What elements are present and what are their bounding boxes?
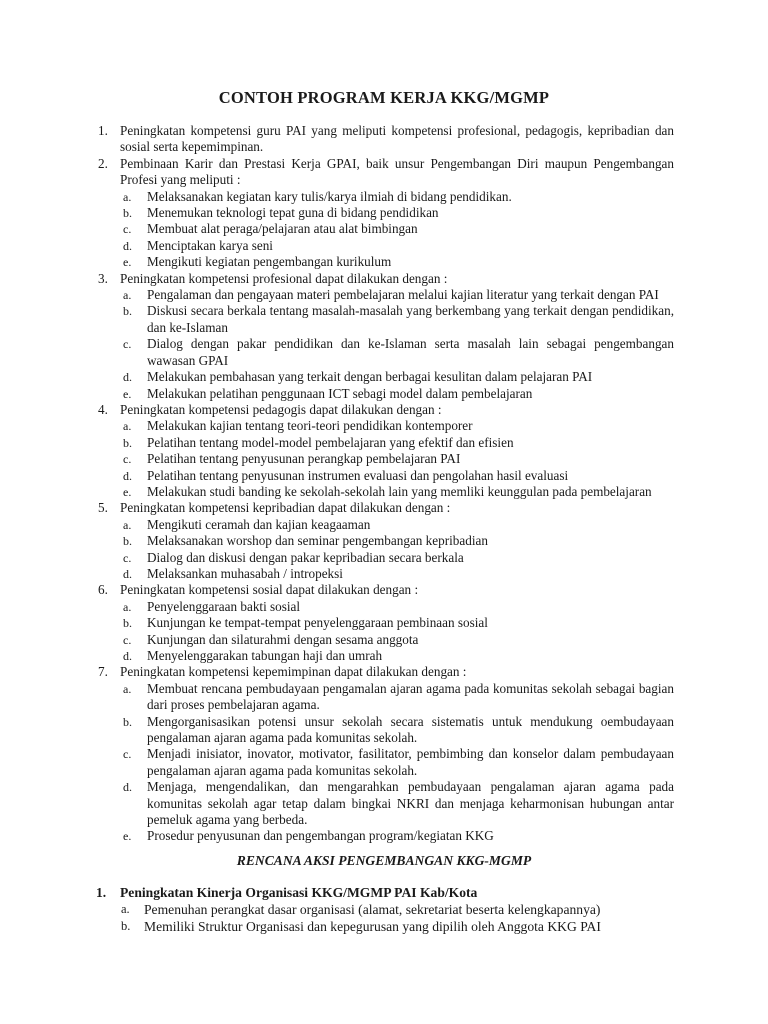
sub-list-item [0, 484, 768, 500]
sub-list-letter: b. [123, 534, 132, 549]
sub-list-letter: b. [123, 616, 132, 631]
list-item [0, 884, 768, 901]
sub-list-text: Mengorganisasikan potensi unsur sekolah secara sistematis untuk mendukung oembudayaan pengalaman ajaran agama pada komunitas sekolah. [147, 713, 674, 746]
sub-list-text: Dialog dengan pakar pendidikan dan ke-Islaman serta masalah lain sebagai pengembangan wawasan GPAI [147, 336, 674, 368]
sub-list-letter: e. [123, 386, 132, 401]
list-item-number: 7. [98, 664, 108, 680]
sub-list-item [0, 254, 768, 270]
sub-list-text: Melakukan pembahasan yang terkait dengan berbagai kesulitan dalam pelajaran PAI [147, 369, 593, 385]
sub-list-item [0, 615, 768, 631]
sub-list-item [0, 517, 768, 533]
list-item [0, 664, 768, 680]
sub-list-item [0, 714, 768, 747]
list-item [0, 271, 768, 287]
list-item-number: 1. [98, 123, 108, 138]
sub-list-letter: a. [123, 419, 132, 434]
sub-list-text: Mengikuti kegiatan pengembangan kurikulum [147, 254, 392, 270]
sub-list-item [0, 550, 768, 566]
sub-list-letter: c. [123, 452, 132, 467]
sub-list-text: Melaksankan muhasabah / intropeksi [147, 565, 343, 581]
sub-list-text: Pelatihan tentang penyusunan perangkap pembelajaran PAI [147, 451, 461, 467]
action-plan-list [0, 884, 768, 935]
sub-list-letter: d. [123, 566, 132, 581]
sub-list-letter: b. [123, 304, 132, 319]
sub-list-letter: a. [121, 902, 130, 916]
sub-list-item [0, 221, 768, 237]
sub-list-letter: c. [123, 747, 132, 762]
sub-list-item [0, 599, 768, 615]
sub-list-text: Melakukan studi banding ke sekolah-sekolah lain yang memliki keunggulan pada pembelajaran [147, 483, 652, 499]
sub-list-text: Pemenuhan perangkat dasar organisasi (alamat, sekretariat beserta kelengkapannya) [144, 902, 601, 917]
sub-list-letter: c. [123, 632, 132, 647]
sub-list-item [0, 648, 768, 664]
sub-list-letter: a. [123, 599, 132, 614]
sub-list-letter: b. [123, 435, 132, 450]
list-item-text: Peningkatan kompetensi kepemimpinan dapat dilakukan dengan : [120, 664, 467, 680]
sub-list-letter: e. [123, 829, 132, 844]
sub-list-text: Pengalaman dan pengayaan materi pembelajaran melalui kajian literatur yang terkait dengan PAI [147, 287, 659, 303]
sub-list-letter: d. [123, 370, 132, 385]
sub-list-item [0, 303, 768, 336]
sub-list-letter: b. [123, 206, 132, 221]
list-item-text: Peningkatan kompetensi sosial dapat dilakukan dengan : [120, 582, 419, 598]
sub-list-text: Membuat alat peraga/pelajaran atau alat bimbingan [147, 221, 418, 237]
sub-list-letter: d. [123, 238, 132, 253]
list-item-number: 6. [98, 582, 108, 598]
list-item-number: 5. [98, 500, 108, 516]
sub-list-letter: a. [123, 189, 132, 204]
list-item-number: 2. [98, 155, 108, 171]
sub-list-text: Memiliki Struktur Organisasi dan kepegurusan yang dipilih oleh Anggota KKG PAI [144, 919, 601, 934]
sub-list-letter: a. [123, 288, 132, 303]
list-item-text: Pembinaan Karir dan Prestasi Kerja GPAI, baik unsur Pengembangan Diri maupun Pengembangan Profesi yang meliputi : [120, 155, 674, 188]
sub-list-item [0, 287, 768, 303]
list-item [0, 123, 768, 156]
sub-list-item [0, 238, 768, 254]
sub-list-text: Kunjungan ke tempat-tempat penyelenggaraan pembinaan sosial [147, 615, 488, 631]
sub-list-item [0, 746, 768, 779]
document-title: CONTOH PROGRAM KERJA KKG/MGMP [218, 88, 550, 107]
sub-list-item [0, 779, 768, 828]
sub-list-text: Menyelenggarakan tabungan haji dan umrah [147, 648, 383, 663]
sub-list-item [0, 632, 768, 648]
sub-list-letter: e. [123, 255, 132, 270]
sub-list-letter: c. [123, 337, 132, 352]
sub-list-item [0, 451, 768, 467]
sub-list-letter: c. [123, 222, 132, 237]
sub-list-text: Pelatihan tentang penyusunan instrumen evaluasi dan pengolahan hasil evaluasi [147, 467, 569, 483]
sub-list-letter: a. [123, 681, 132, 696]
list-item-text: Peningkatan kompetensi profesional dapat dilakukan dengan : [120, 270, 448, 286]
sub-list-text: Menciptakan karya seni [147, 237, 273, 253]
list-item-number: 3. [98, 270, 108, 286]
sub-list-text: Dialog dan diskusi dengan pakar kepribadian secara berkala [147, 549, 464, 565]
sub-list-text: Pelatihan tentang model-model pembelajaran yang efektif dan efisien [147, 434, 514, 450]
sub-list-text: Membuat rencana pembudayaan pengamalan ajaran agama pada komunitas sekolah sebagai bagian dari proses pembelajaran agama. [147, 680, 674, 713]
sub-list-item [0, 533, 768, 549]
sub-list-item [0, 418, 768, 434]
sub-list-item [0, 336, 768, 369]
sub-list-letter: d. [123, 780, 132, 795]
sub-list-item [0, 189, 768, 205]
list-item-text: Peningkatan kompetensi pedagogis dapat dilakukan dengan : [120, 401, 442, 417]
sub-list-item [0, 828, 768, 844]
sub-list-text: Mengikuti ceramah dan kajian keagaaman [147, 516, 371, 532]
sub-list-text: Melaksanakan worshop dan seminar pengembangan kepribadian [147, 533, 488, 549]
program-list [0, 123, 768, 845]
list-item-text: Peningkatan kompetensi kepribadian dapat dilakukan dengan : [120, 500, 451, 516]
sub-list-item [0, 386, 768, 402]
sub-list-letter: a. [123, 517, 132, 532]
sub-list-letter: b. [121, 919, 131, 933]
sub-list-item [0, 901, 768, 918]
sub-list-text: Melakukan kajian tentang teori-teori pendidikan kontemporer [147, 418, 473, 434]
sub-list-item [0, 369, 768, 385]
list-item-number: 1. [96, 885, 107, 900]
sub-list-text: Prosedur penyusunan dan pengembangan program/kegiatan KKG [147, 828, 494, 844]
sub-list-letter: d. [123, 649, 132, 663]
list-item [0, 582, 768, 598]
sub-list-text: Menjadi inisiator, inovator, motivator, fasilitator, pembimbing dan konselor dalam pembudayaan pengalaman ajaran agama pada komunitas sekolah. [147, 746, 674, 778]
sub-list-item [0, 468, 768, 484]
sub-list-letter: b. [123, 714, 132, 729]
sub-list-text: Kunjungan dan silaturahmi dengan sesama anggota [147, 631, 419, 647]
sub-list-text: Melaksanakan kegiatan kary tulis/karya ilmiah di bidang pendidikan. [147, 188, 512, 204]
sub-list-letter: d. [123, 468, 132, 483]
list-item-number: 4. [98, 401, 108, 417]
sub-list-text: Penyelenggaraan bakti sosial [147, 598, 301, 614]
list-item [0, 402, 768, 418]
list-item-text: Peningkatan Kinerja Organisasi KKG/MGMP PAI Kab/Kota [120, 885, 478, 900]
sub-list-letter: c. [123, 550, 132, 565]
sub-list-item [0, 681, 768, 714]
sub-list-item [0, 205, 768, 221]
sub-list-item [0, 435, 768, 451]
sub-list-letter: e. [123, 484, 132, 499]
sub-list-text: Menjaga, mengendalikan, dan mengarahkan pembudayaan pengalaman ajaran agama pada komunitas sekolah agar tetap dalam bingkai NKRI dan menjaga keharmonisan hubungan antar pemeluk agama yang berbeda. [147, 779, 674, 828]
section-subtitle: RENCANA AKSI PENGEMBANGAN KKG-MGMP [236, 853, 532, 868]
sub-list-text: Melakukan pelatihan penggunaan ICT sebagi model dalam pembelajaran [147, 385, 533, 401]
sub-list-text: Menemukan teknologi tepat guna di bidang pendidikan [147, 205, 439, 221]
list-item [0, 500, 768, 516]
sub-list-item [0, 566, 768, 582]
list-item [0, 156, 768, 189]
list-item-text: Peningkatan kompetensi guru PAI yang meliputi kompetensi profesional, pedagogis, kepribadian dan sosial serta kepemimpinan. [120, 123, 674, 155]
sub-list-item [0, 918, 768, 935]
sub-list-text: Diskusi secara berkala tentang masalah-masalah yang berkembang yang terkait dengan pendidikan, dan ke-Islaman [147, 303, 674, 335]
